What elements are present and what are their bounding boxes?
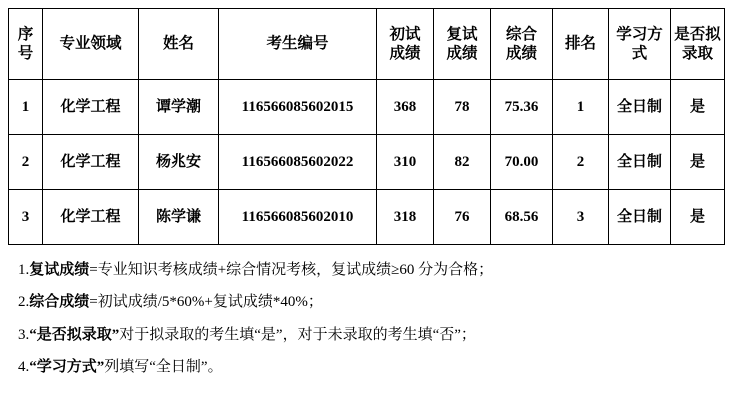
table-row	[9, 80, 725, 135]
column-header-seq-line1: 序	[17, 25, 34, 43]
cell-study-mode: 全日制	[609, 135, 671, 190]
table-row	[9, 135, 725, 190]
cell-second-score: 78	[434, 80, 491, 135]
note-item	[18, 324, 724, 347]
cell-field: 化学工程	[43, 135, 139, 190]
note-text: =初试成绩/5*60%+复试成绩*40%；	[89, 294, 323, 311]
note-index: 3.	[18, 326, 30, 343]
cell-name: 陈学谦	[139, 190, 219, 245]
cell-rank: 1	[553, 80, 609, 135]
note-text: 对于拟录取的考生填“是”，对于未录取的考生填“否”；	[119, 326, 476, 343]
column-header-second-score-line2: 成绩	[446, 45, 478, 62]
column-header-study-mode	[609, 9, 671, 80]
column-header-field	[43, 9, 139, 80]
note-index: 4.	[18, 358, 30, 375]
column-header-total-score	[491, 9, 553, 80]
column-header-admit-line1: 是否拟	[674, 25, 721, 43]
cell-exam-no: 116566085602010	[219, 190, 377, 245]
column-header-name	[139, 9, 219, 80]
cell-field: 化学工程	[43, 80, 139, 135]
cell-name: 杨兆安	[139, 135, 219, 190]
note-emphasis: “是否拟录取”	[29, 326, 120, 343]
note-index: 1.	[18, 262, 30, 278]
cell-exam-no: 116566085602015	[219, 80, 377, 135]
cell-first-score: 318	[377, 190, 434, 245]
table-body	[9, 80, 725, 245]
cell-seq: 2	[9, 135, 43, 190]
column-header-first-score-line2: 成绩	[389, 45, 421, 62]
cell-field: 化学工程	[43, 190, 139, 245]
column-header-admit	[671, 9, 725, 80]
cell-second-score: 82	[434, 135, 491, 190]
note-text: 列填写“全日制”。	[104, 358, 223, 375]
table-header-row	[9, 9, 725, 80]
note-emphasis: “学习方式”	[29, 358, 105, 375]
column-header-seq-line2: 号	[17, 45, 34, 62]
column-header-rank	[553, 9, 609, 80]
column-header-name-line1: 姓名	[162, 35, 194, 53]
cell-name: 谭学潮	[139, 80, 219, 135]
cell-seq: 3	[9, 190, 43, 245]
column-header-first-score-line1: 初试	[389, 25, 421, 43]
column-header-admit-line2: 录取	[681, 45, 713, 62]
column-header-total-score-line2: 成绩	[505, 45, 537, 62]
cell-study-mode: 全日制	[609, 190, 671, 245]
column-header-second-score	[434, 9, 491, 80]
cell-exam-no: 116566085602022	[219, 135, 377, 190]
column-header-exam-no-line1: 考生编号	[266, 35, 329, 53]
admission-results-table	[8, 8, 725, 245]
column-header-second-score-line1: 复试	[446, 25, 478, 43]
column-header-total-score-line1: 综合	[505, 25, 537, 43]
note-item	[18, 356, 724, 379]
column-header-first-score	[377, 9, 434, 80]
table-row	[9, 190, 725, 245]
cell-admit: 是	[671, 190, 725, 245]
cell-first-score: 368	[377, 80, 434, 135]
cell-total-score: 75.36	[491, 80, 553, 135]
column-header-study-mode-line1: 学习方式	[616, 25, 663, 62]
notes-section	[8, 259, 724, 379]
note-item	[18, 259, 724, 282]
column-header-rank-line1: 排名	[564, 35, 596, 53]
note-emphasis: 复试成绩	[29, 262, 90, 278]
column-header-field-line1: 专业领域	[59, 35, 122, 53]
note-item	[18, 291, 724, 314]
column-header-seq	[9, 9, 43, 80]
cell-rank: 2	[553, 135, 609, 190]
cell-total-score: 70.00	[491, 135, 553, 190]
cell-first-score: 310	[377, 135, 434, 190]
cell-study-mode: 全日制	[609, 80, 671, 135]
note-emphasis: 综合成绩	[29, 294, 90, 311]
cell-rank: 3	[553, 190, 609, 245]
cell-admit: 是	[671, 80, 725, 135]
cell-admit: 是	[671, 135, 725, 190]
table-header	[9, 9, 725, 80]
cell-seq: 1	[9, 80, 43, 135]
cell-total-score: 68.56	[491, 190, 553, 245]
cell-second-score: 76	[434, 190, 491, 245]
note-index: 2.	[18, 294, 30, 311]
note-text: =专业知识考核成绩+综合情况考核，复试成绩≥60 分为合格；	[89, 262, 494, 278]
column-header-exam-no	[219, 9, 377, 80]
